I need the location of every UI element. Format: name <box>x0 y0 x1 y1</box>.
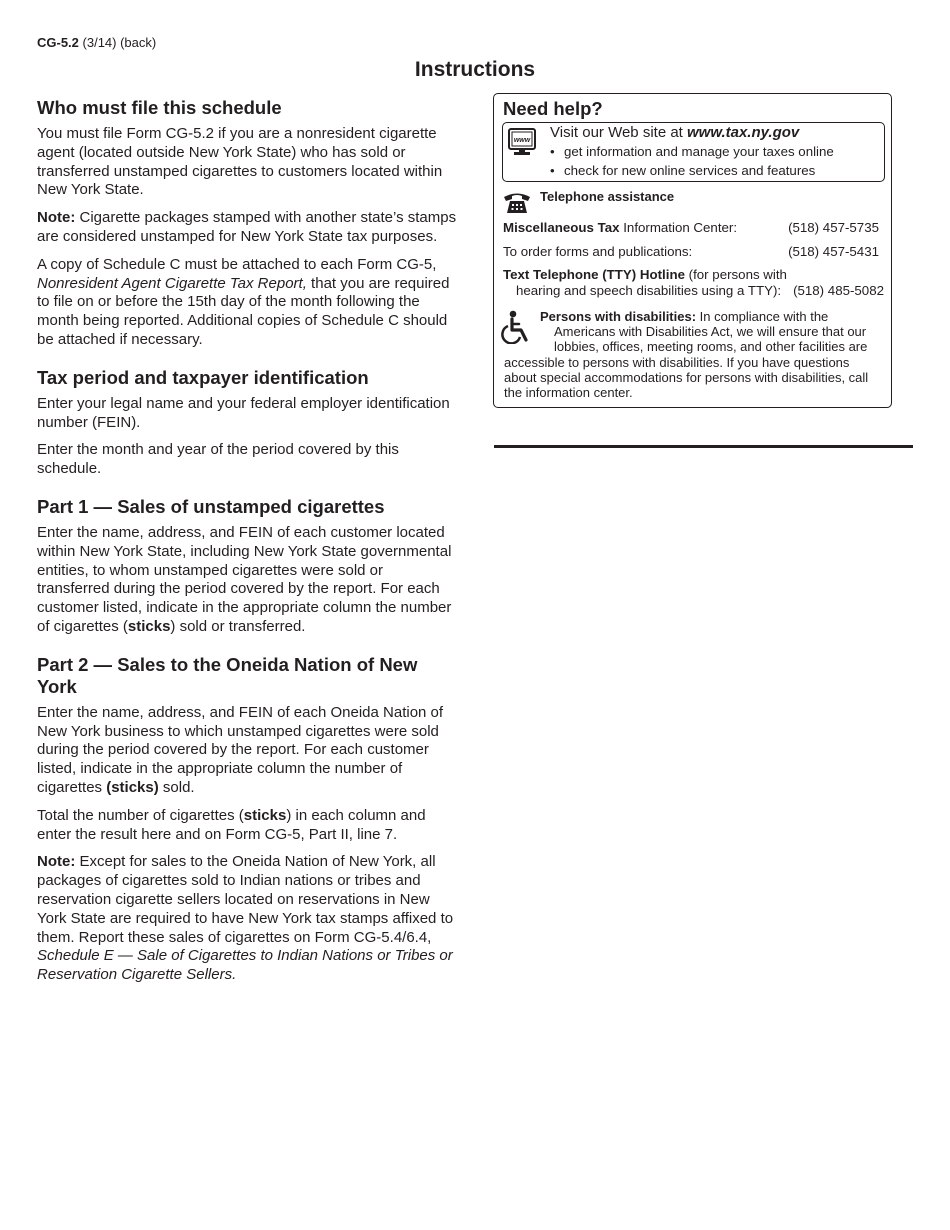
phone-number: (518) 457-5735 <box>788 220 879 235</box>
note-label: Note: <box>37 853 76 871</box>
section-part-2 <box>37 654 459 985</box>
bold-term: sticks <box>243 806 287 824</box>
bold-term: sticks <box>127 617 171 635</box>
text-run: ) in each column and enter the result here and on Form CG-5, Part II, line 7. <box>37 806 426 843</box>
form-revision: (3/14) (back) <box>82 35 157 50</box>
tty-label-line2: hearing and speech disabilities using a TTY): <box>516 283 782 298</box>
text-run: Except for sales to the Oneida Nation of New York, all packages of cigarettes sold to Indian nations or tribes and reservation cigarette sellers located on reservations in New York State are required to have New York tax stamps affixed to them. Report these sales of cigarettes on Form CG-5.4/6.4, <box>37 853 454 946</box>
paragraph <box>37 704 459 798</box>
website-line <box>550 124 799 141</box>
note-text: Cigarette packages stamped with another state’s stamps are considered unstamped for New York State tax purposes. <box>37 209 457 245</box>
disabilities-notice <box>504 309 886 400</box>
section-part-1 <box>37 496 459 637</box>
telephone-assistance-title: Telephone assistance <box>540 189 675 204</box>
contact-label: To order forms and publications: <box>503 244 693 259</box>
phone-number: (518) 485-5082 <box>793 283 884 298</box>
section-heading: Part 1 — Sales of unstamped cigarettes <box>37 495 385 517</box>
form-code: CG-5.2 <box>37 35 79 50</box>
section-tax-period <box>37 367 459 479</box>
list-item <box>550 163 815 178</box>
note-label: Note: <box>37 209 76 227</box>
text-line: accessible to persons with disabilities. If you have questions <box>504 354 850 370</box>
bullet-mark: • <box>550 144 555 159</box>
paragraph: You must file Form CG-5.2 if you are a nonresident cigarette agent (located outside New York State) who has sold or transferred unstamped cigarettes to customers located within New York State. <box>37 125 443 199</box>
paragraph <box>37 807 459 845</box>
paragraph: Enter the month and year of the period covered by this schedule. <box>37 441 399 478</box>
bold-term: (sticks) <box>106 778 159 796</box>
form-identifier <box>37 35 156 50</box>
telephone-icon <box>503 190 531 214</box>
tty-label-text: (for persons with <box>684 267 787 282</box>
section-who-must-file <box>37 97 459 350</box>
paragraph <box>37 524 459 637</box>
text-line: Americans with Disabilities Act, we will ensure that our <box>554 324 867 340</box>
help-title: Need help? <box>503 98 603 119</box>
section-heading: Part 2 — Sales to the Oneida Nation of New York <box>37 653 418 697</box>
www-monitor-icon <box>507 127 537 157</box>
website-text: Visit our Web site at <box>550 124 688 141</box>
disabilities-label: Persons with disabilities: <box>540 309 697 324</box>
section-heading: Who must file this schedule <box>37 97 282 118</box>
text-line: the information center. <box>504 385 633 401</box>
tty-label <box>503 267 787 282</box>
contact-label <box>503 220 737 235</box>
note-paragraph <box>37 209 459 247</box>
paragraph: Enter your legal name and your federal employer identification number (FEIN). <box>37 394 450 431</box>
text-run: ) sold or transferred. <box>170 617 306 635</box>
report-title: Nonresident Agent Cigarette Tax Report, <box>37 274 307 292</box>
contact-label-bold: Miscellaneous Tax <box>503 220 620 235</box>
text-run: that you are required to file on or before the 15th day of the month following the month being reported. Additional copies of Schedule C should be attached if necessary. <box>37 274 450 348</box>
paragraph <box>37 256 459 350</box>
text-run: Total the number of cigarettes ( <box>37 806 244 824</box>
list-item-text: check for new online services and features <box>564 163 816 178</box>
website-link[interactable]: www.tax.ny.gov <box>687 124 800 141</box>
horizontal-rule <box>494 445 913 448</box>
text-line: lobbies, offices, meeting rooms, and other facilities are <box>554 339 868 355</box>
phone-number: (518) 457-5431 <box>788 244 879 259</box>
text-run: sold. <box>158 778 195 796</box>
text-line: about special accommodations for persons with disabilities, call <box>504 369 869 385</box>
text-run: Enter the name, address, and FEIN of each Oneida Nation of New York business to which unstamped cigarettes were sold during the period covered by the report. For each customer listed, indicate in the appropriate column the number of cigarettes <box>37 703 444 796</box>
need-help-box <box>493 93 892 408</box>
tty-label-bold: Text Telephone (TTY) Hotline <box>503 267 685 282</box>
schedule-title: Schedule E — Sale of Cigarettes to Indian Nations or Tribes or Reservation Cigarette Sellers. <box>37 947 453 984</box>
note-paragraph <box>37 853 459 985</box>
section-heading: Tax period and taxpayer identification <box>37 366 369 388</box>
bullet-mark: • <box>550 163 555 178</box>
text-run: In compliance with the <box>696 309 829 324</box>
list-item <box>550 144 834 159</box>
text-run: A copy of Schedule C must be attached to each Form CG-5, <box>37 255 437 273</box>
text-run: Enter the name, address, and FEIN of each customer located within New York State, including New York State governmental entities, to whom unstamped cigarettes were sold or transferred during the period covered by the report. For each customer listed, indicate in the appropriate column the number of cigarettes ( <box>37 523 452 635</box>
page-title: Instructions <box>414 58 536 81</box>
instructions-column <box>37 97 459 994</box>
www-icon-label: www <box>513 137 531 144</box>
list-item-text: get information and manage your taxes online <box>564 144 834 159</box>
website-box <box>502 122 885 182</box>
contact-label-text: Information Center: <box>619 220 738 235</box>
